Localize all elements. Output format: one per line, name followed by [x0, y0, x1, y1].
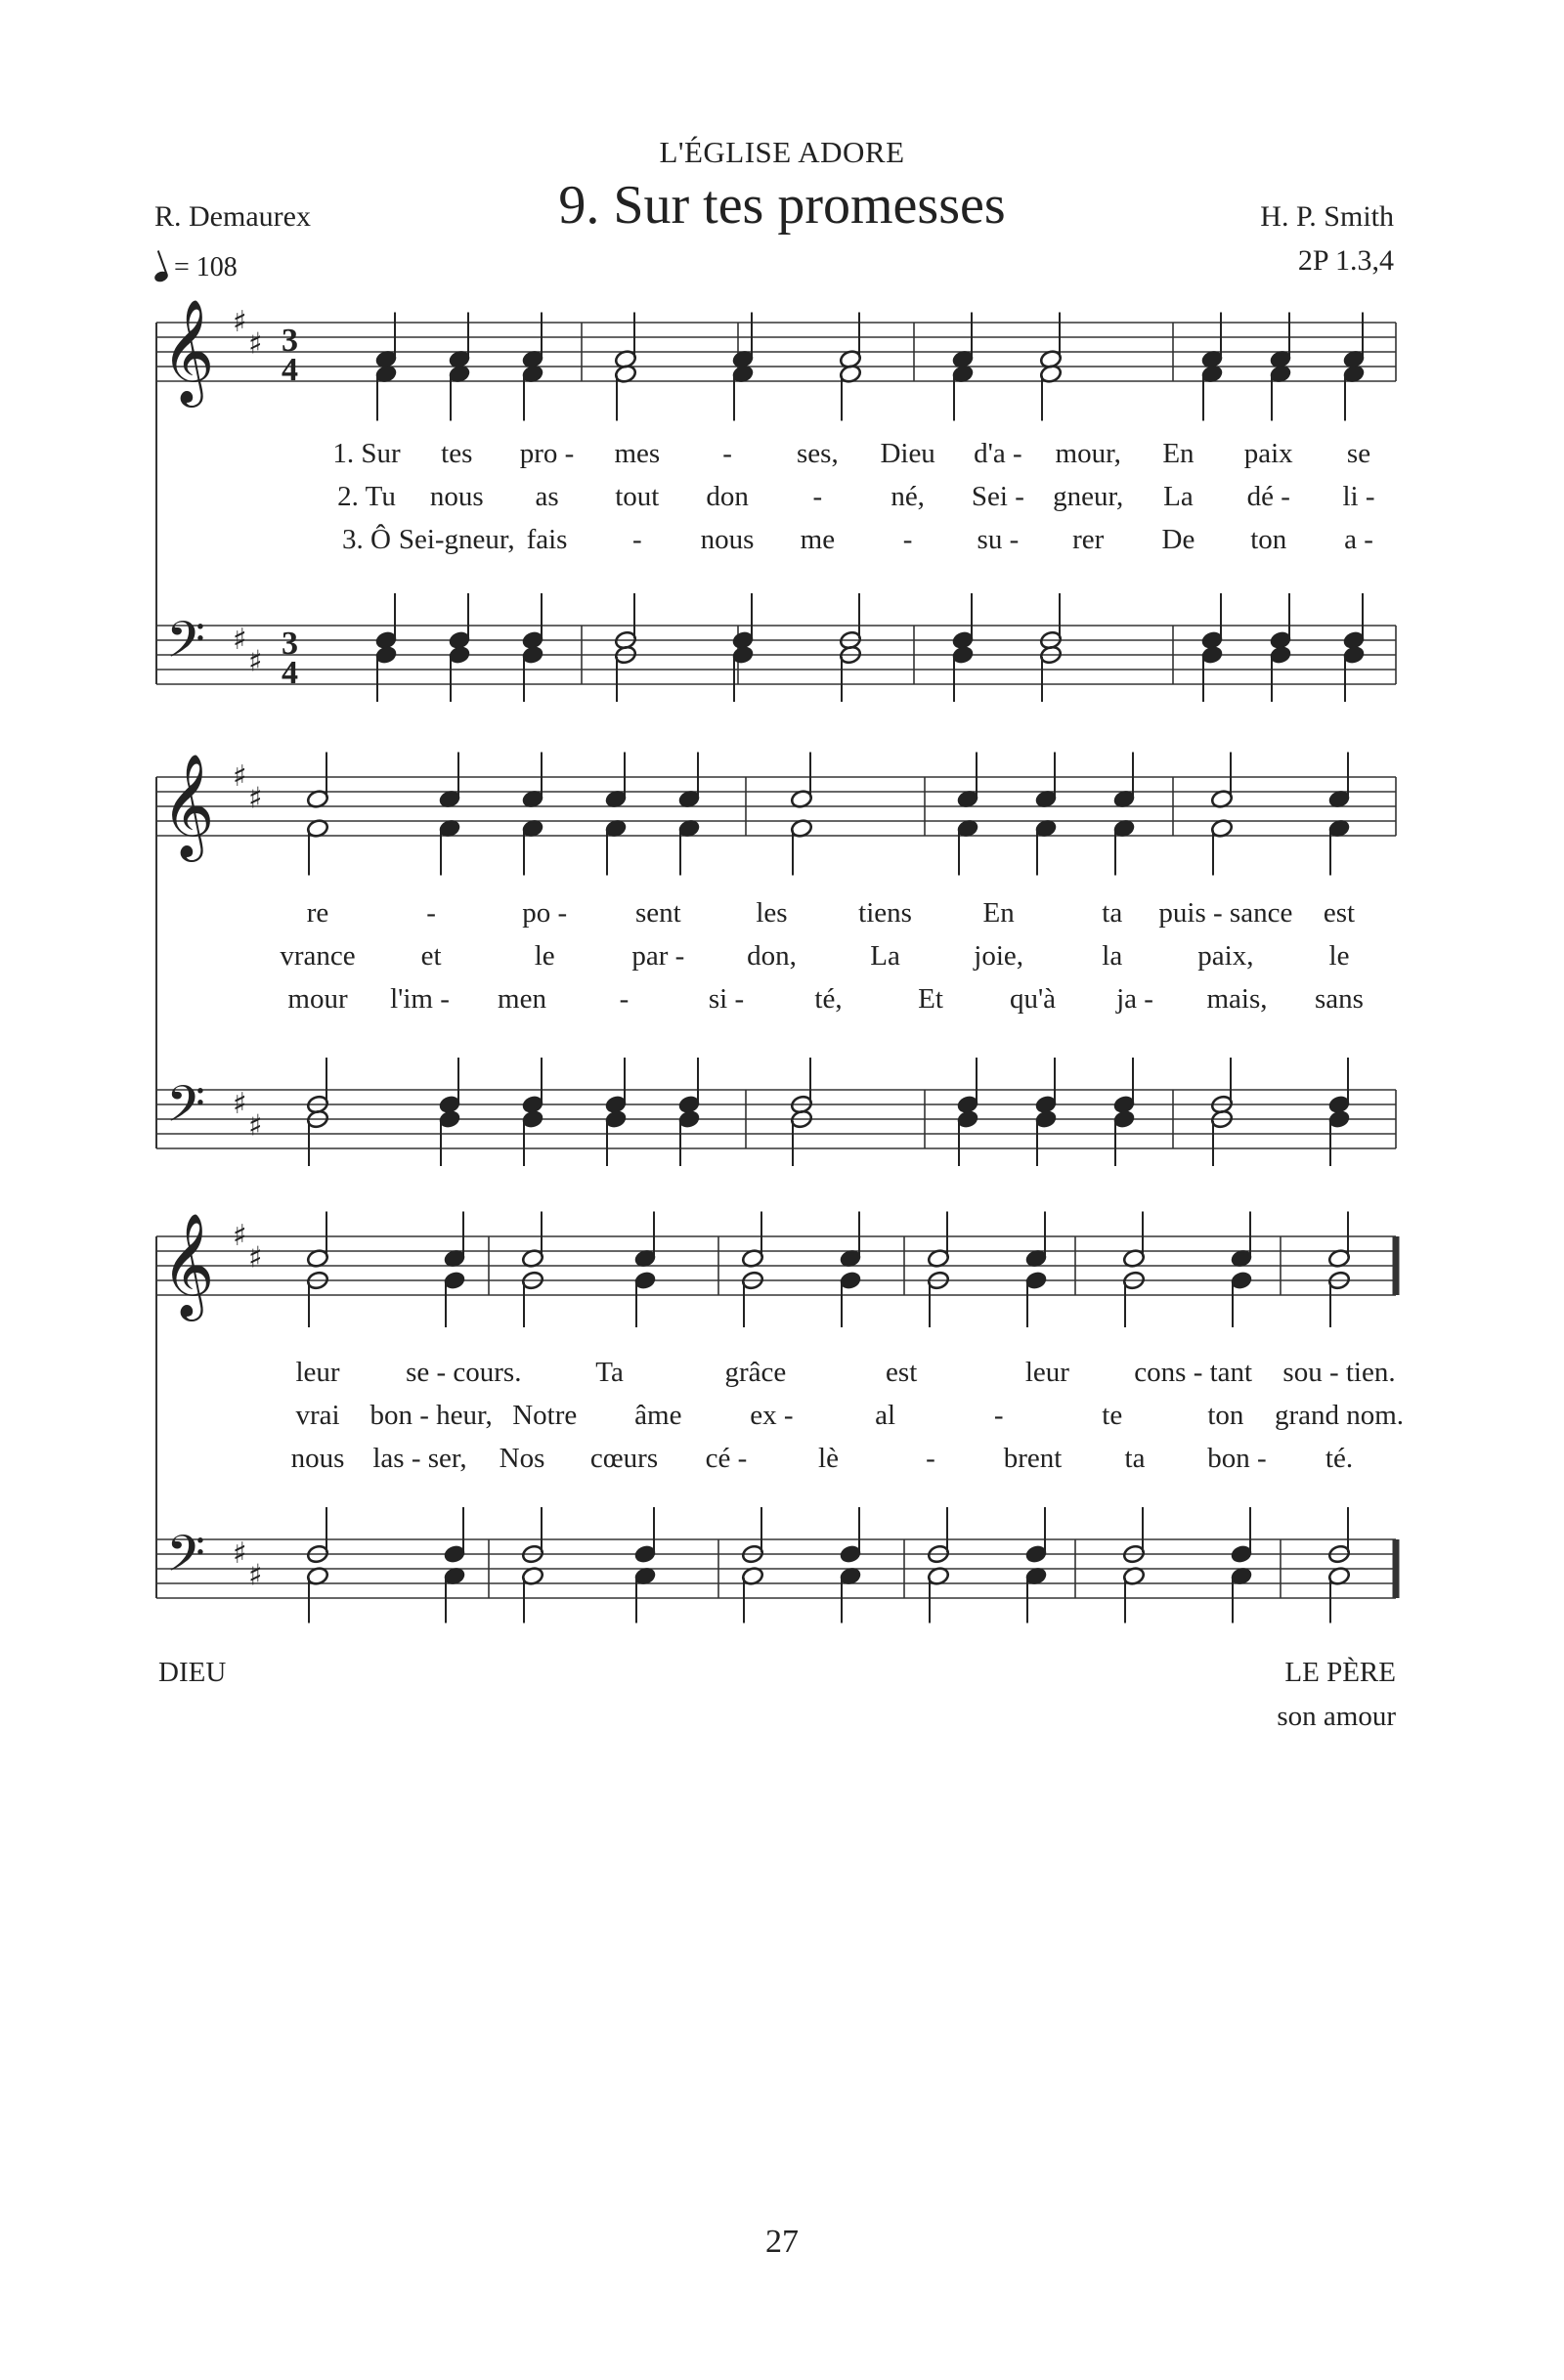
- lyric-syllable: né,: [891, 481, 925, 512]
- lyric-syllable: ses,: [797, 438, 839, 469]
- lyric-syllable: De: [1161, 524, 1195, 555]
- lyric-syllable: qu'à: [1009, 983, 1057, 1015]
- lyric-syllable: dé -: [1246, 481, 1290, 512]
- lyric-syllable: Sei-gneur,: [398, 524, 515, 555]
- lyric-syllable: Ta: [595, 1357, 624, 1388]
- lyric-syllable: En: [1162, 438, 1195, 469]
- treble-clef-icon: 𝄞: [161, 1212, 215, 1317]
- lyric-syllable: mes: [614, 438, 661, 469]
- lyric-syllable: -: [926, 1443, 935, 1474]
- lyric-syllable: -: [993, 1400, 1004, 1431]
- lyric-syllable: tiens: [858, 897, 912, 929]
- lyric-syllable: puis - sance: [1158, 897, 1293, 929]
- sharp-icon: ♯: [248, 1558, 263, 1593]
- lyric-syllable: sans: [1315, 983, 1364, 1015]
- lyric-syllable: su -: [977, 524, 1020, 555]
- sharp-icon: ♯: [248, 644, 263, 679]
- lyric-syllable: -: [631, 524, 642, 555]
- author-credit: H. P. Smith: [1260, 200, 1394, 233]
- lyric-syllable: se - cours.: [406, 1357, 522, 1388]
- lyric-syllable: mour,: [1055, 438, 1121, 469]
- time-signature-bottom: 4: [282, 655, 298, 691]
- lyric-syllable: l'im -: [390, 983, 450, 1015]
- lyric-syllable: paix: [1243, 438, 1293, 469]
- lyric-syllable: tout: [615, 481, 660, 512]
- lyric-syllable: ta: [1124, 1443, 1146, 1474]
- sharp-icon: ♯: [248, 1108, 263, 1144]
- lyric-syllable: me: [800, 524, 836, 555]
- lyric-syllable: lè: [818, 1443, 839, 1474]
- lyric-syllable: ex -: [750, 1400, 794, 1431]
- lyric-syllable: po -: [522, 897, 568, 929]
- lyric-syllable: vrance: [280, 940, 356, 972]
- hymn-title: 9. Sur tes promesses: [558, 175, 1006, 236]
- lyric-syllable: bon -: [1207, 1443, 1267, 1474]
- composer-credit: R. Demaurex: [154, 200, 311, 233]
- time-signature-top: 3: [282, 626, 298, 662]
- lyric-syllable: paix,: [1197, 940, 1254, 972]
- lyric-syllable: -: [722, 438, 732, 469]
- lyric-syllable: -: [812, 481, 823, 512]
- lyric-syllable: don,: [747, 940, 797, 972]
- lyric-syllable: nous: [290, 1443, 345, 1474]
- sharp-icon: ♯: [233, 305, 247, 339]
- sharp-icon: ♯: [233, 623, 247, 657]
- lyric-syllable: nous: [429, 481, 484, 512]
- lyric-syllable: 2. Tu: [337, 481, 396, 512]
- lyric-syllable: les: [756, 897, 788, 929]
- lyric-syllable: est: [1323, 897, 1356, 929]
- tempo-value: = 108: [174, 252, 238, 282]
- sharp-icon: ♯: [248, 326, 263, 362]
- lyric-syllable: se: [1346, 438, 1371, 469]
- lyric-syllable: as: [535, 481, 559, 512]
- bass-clef-icon: 𝄢: [166, 1524, 205, 1595]
- lyric-syllable: d'a -: [974, 438, 1022, 469]
- lyric-syllable: grand nom.: [1274, 1400, 1405, 1431]
- lyric-syllable: par -: [631, 940, 685, 972]
- footer-subtopic: son amour: [1277, 1701, 1396, 1732]
- lyric-syllable: La: [1163, 481, 1194, 512]
- sharp-icon: ♯: [233, 759, 247, 794]
- lyric-syllable: Notre: [512, 1400, 578, 1431]
- lyric-syllable: mour: [287, 983, 348, 1015]
- lyric-syllable: cé -: [705, 1443, 748, 1474]
- footer-category: DIEU: [158, 1657, 227, 1688]
- lyric-syllable: té.: [1325, 1443, 1354, 1474]
- lyric-syllable: bon - heur,: [369, 1400, 493, 1431]
- bass-clef-icon: 𝄢: [166, 610, 205, 681]
- bass-clef-icon: 𝄢: [166, 1074, 205, 1146]
- scripture-reference: 2P 1.3,4: [1297, 244, 1394, 277]
- time-signature-top: 3: [282, 323, 298, 359]
- page-number: 27: [765, 2224, 799, 2260]
- lyric-syllable: La: [870, 940, 900, 972]
- lyric-syllable: est: [886, 1357, 918, 1388]
- lyric-syllable: re: [306, 897, 329, 929]
- lyric-syllable: don: [706, 481, 749, 512]
- lyric-syllable: ton: [1250, 524, 1287, 555]
- lyric-syllable: -: [426, 897, 436, 929]
- time-signature-bottom: 4: [282, 352, 298, 388]
- sharp-icon: ♯: [233, 1087, 247, 1121]
- lyric-syllable: -: [619, 983, 630, 1015]
- lyric-syllable: men: [498, 983, 546, 1015]
- lyric-syllable: pro -: [519, 438, 575, 469]
- lyric-syllable: te: [1102, 1400, 1123, 1431]
- lyric-syllable: nous: [700, 524, 755, 555]
- lyric-syllable: ton: [1207, 1400, 1244, 1431]
- lyric-syllable: mais,: [1206, 983, 1268, 1015]
- sharp-icon: ♯: [248, 781, 263, 816]
- lyric-syllable: ja -: [1116, 983, 1153, 1015]
- lyric-syllable: brent: [1003, 1443, 1063, 1474]
- lyric-syllable: sent: [634, 897, 681, 929]
- treble-clef-icon: 𝄞: [161, 298, 215, 403]
- lyric-syllable: gneur,: [1053, 481, 1124, 512]
- lyric-syllable: Et: [918, 983, 943, 1015]
- lyric-syllable: fais: [526, 524, 568, 555]
- sharp-icon: ♯: [233, 1536, 247, 1571]
- section-title: L'ÉGLISE ADORE: [659, 135, 905, 169]
- lyric-syllable: leur: [295, 1357, 340, 1388]
- lyric-syllable: tes: [441, 438, 473, 469]
- lyric-syllable: -: [902, 524, 913, 555]
- lyric-syllable: le: [534, 940, 555, 972]
- lyric-syllable: cons - tant: [1134, 1357, 1253, 1388]
- lyric-syllable: té,: [814, 983, 843, 1015]
- lyric-syllable: al: [875, 1400, 896, 1431]
- lyric-syllable: la: [1102, 940, 1123, 972]
- footer-subcategory: LE PÈRE: [1284, 1657, 1396, 1688]
- lyric-syllable: et: [420, 940, 442, 972]
- treble-clef-icon: 𝄞: [161, 753, 215, 857]
- lyric-syllable: leur: [1024, 1357, 1069, 1388]
- lyric-syllable: sou - tien.: [1282, 1357, 1396, 1388]
- lyric-syllable: 3. Ô: [342, 524, 391, 555]
- lyric-syllable: En: [982, 897, 1015, 929]
- sharp-icon: ♯: [248, 1240, 263, 1276]
- lyric-syllable: âme: [634, 1400, 682, 1431]
- lyric-syllable: 1. Sur: [332, 438, 401, 469]
- sharp-icon: ♯: [233, 1219, 247, 1253]
- lyric-syllable: le: [1328, 940, 1350, 972]
- lyric-syllable: a -: [1344, 524, 1373, 555]
- lyric-syllable: grâce: [724, 1357, 787, 1388]
- lyric-syllable: rer: [1072, 524, 1105, 555]
- lyric-syllable: cœurs: [589, 1443, 659, 1474]
- lyric-syllable: li -: [1342, 481, 1375, 512]
- lyric-syllable: Dieu: [880, 438, 935, 469]
- lyric-syllable: ta: [1102, 897, 1123, 929]
- lyric-syllable: vrai: [295, 1400, 340, 1431]
- lyric-syllable: Nos: [499, 1443, 545, 1474]
- lyric-syllable: Sei -: [971, 481, 1024, 512]
- lyric-syllable: joie,: [974, 940, 1024, 972]
- lyric-syllable: las - ser,: [372, 1443, 467, 1474]
- lyric-syllable: si -: [708, 983, 745, 1015]
